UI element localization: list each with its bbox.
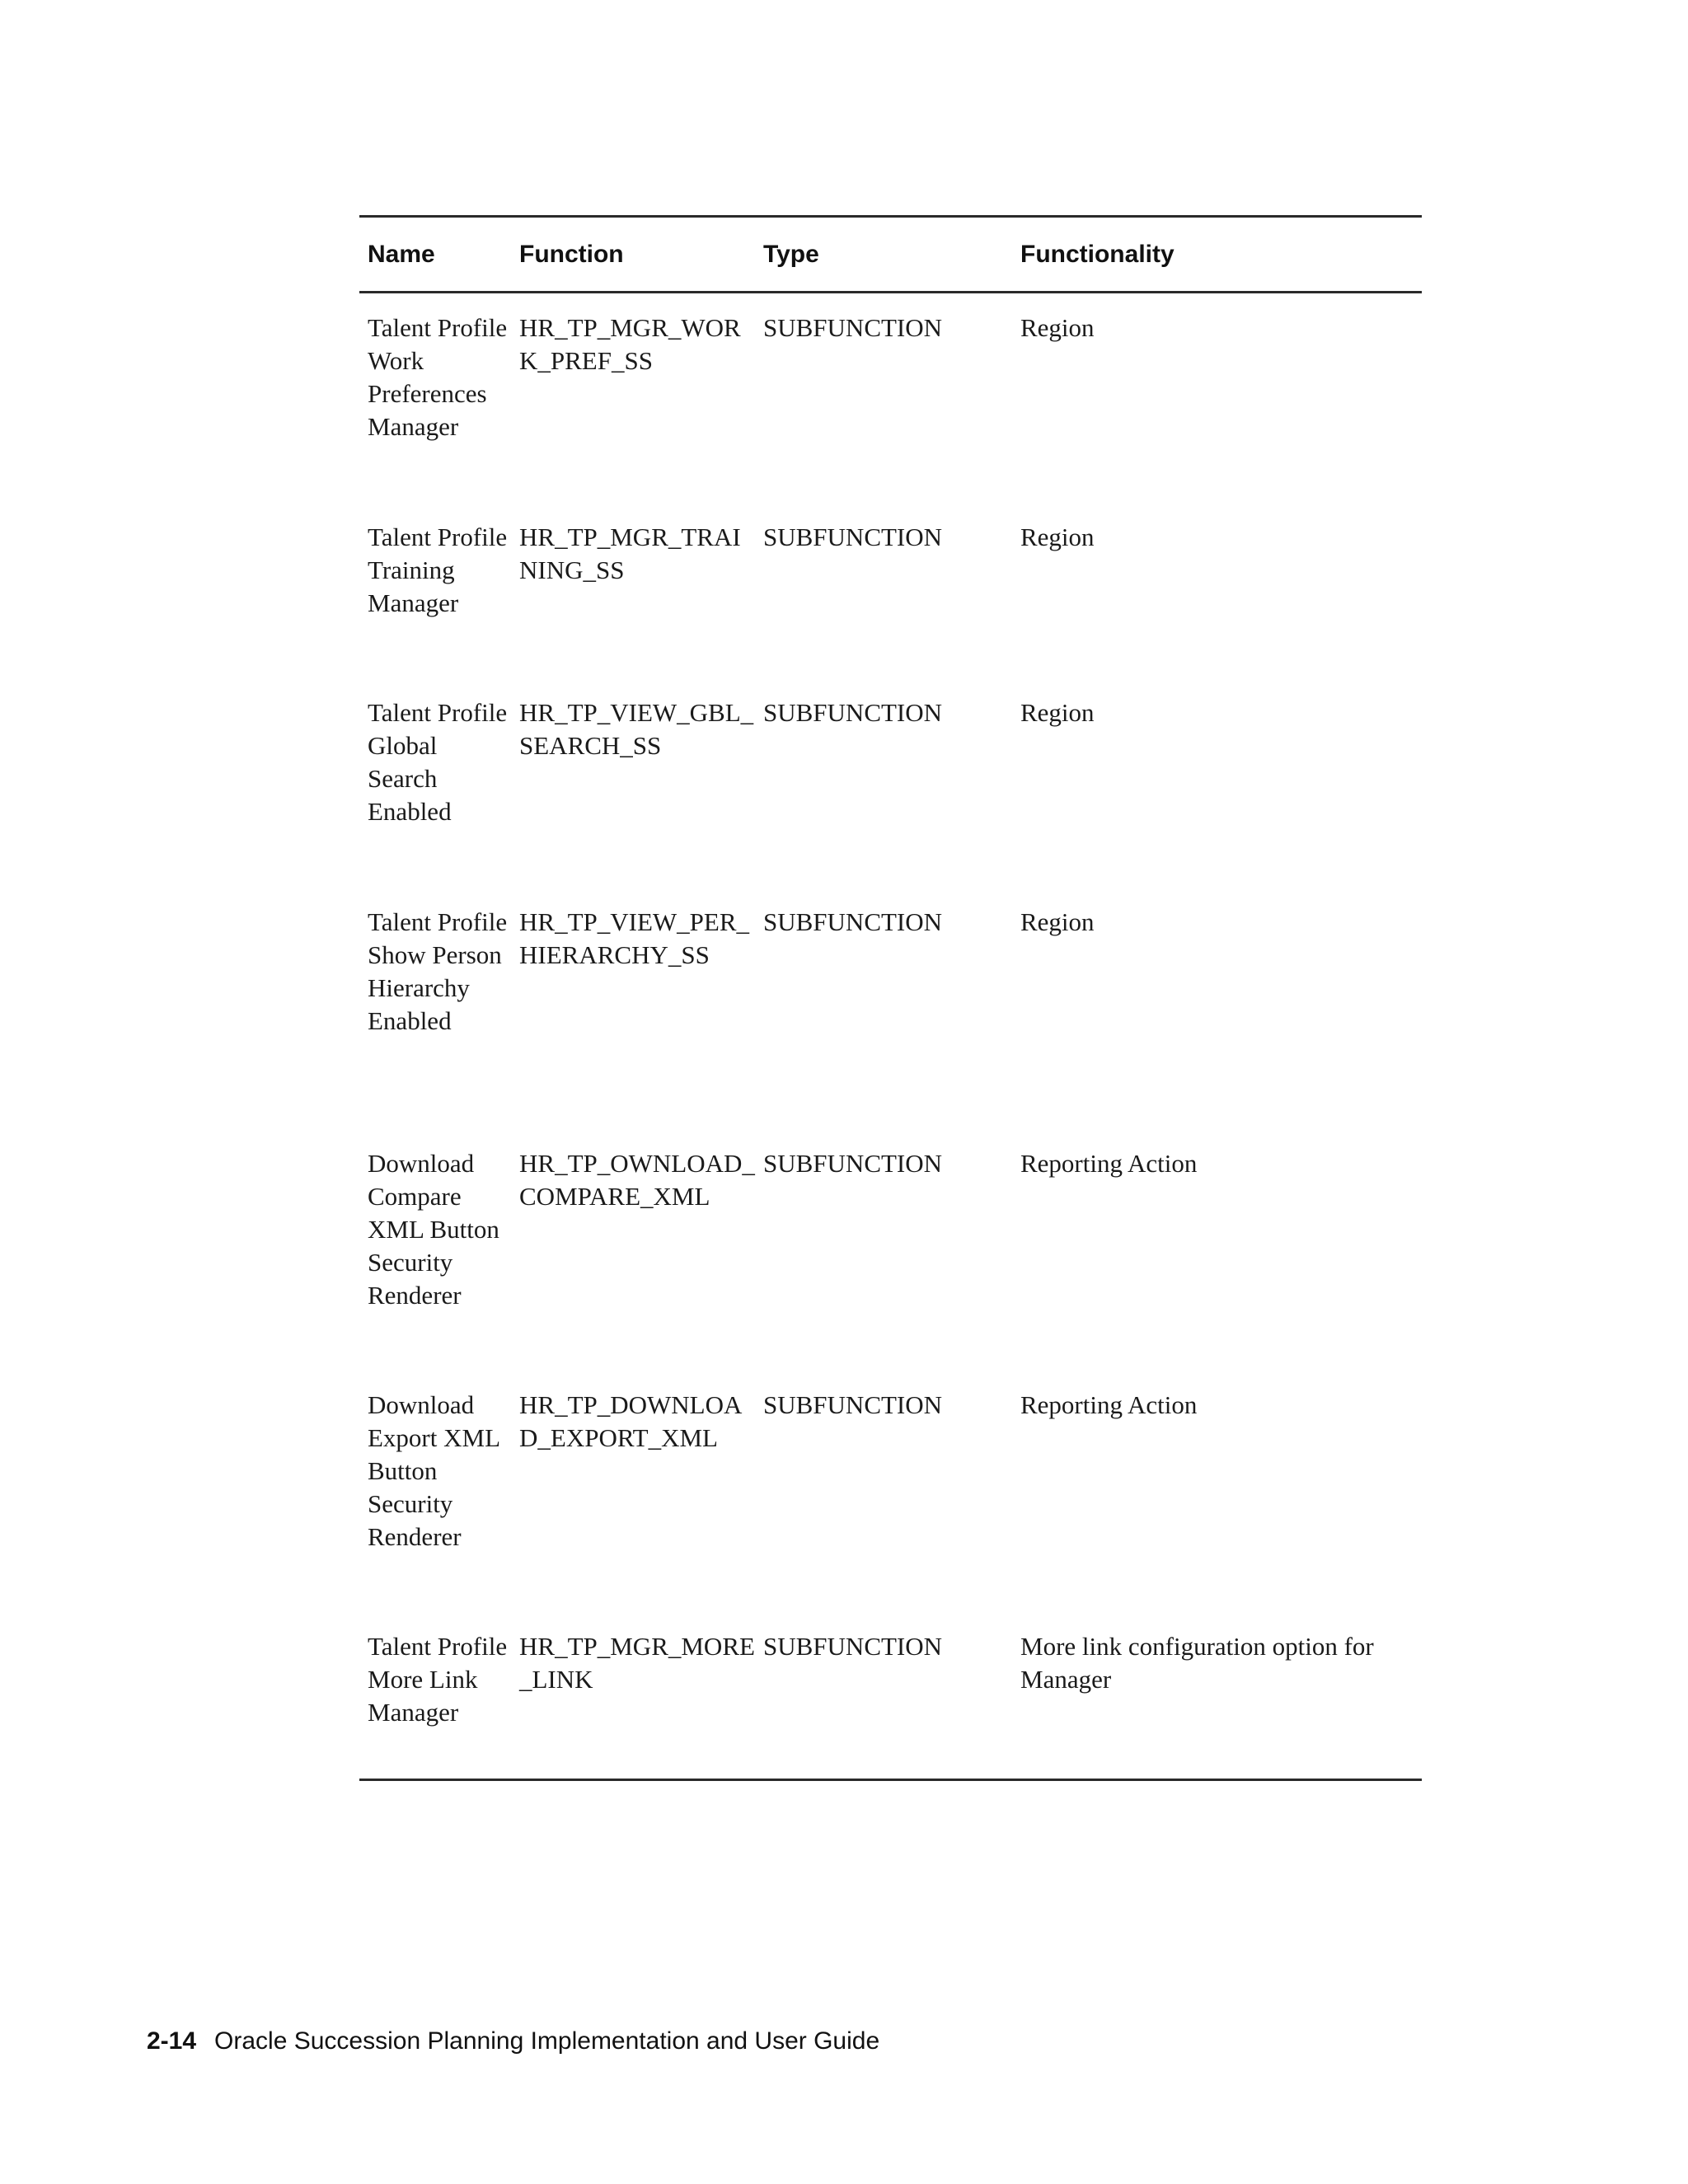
cell-name: Download Compare XML Button Security Renderer: [368, 1149, 499, 1310]
column-header-type: Type: [763, 217, 1020, 293]
cell-name: Talent Profile Training Manager: [368, 523, 508, 617]
cell-function: HR_TP_MGR_TRAINING_SS: [519, 523, 741, 584]
cell-function: HR_TP_MGR_WORK_PREF_SS: [519, 313, 741, 375]
cell-functionality: Reporting Action: [1020, 1390, 1198, 1419]
cell-functionality: Region: [1020, 907, 1095, 936]
cell-type: SUBFUNCTION: [763, 907, 943, 936]
table-row: [359, 503, 1422, 678]
cell-type: SUBFUNCTION: [763, 313, 943, 342]
table-row: [359, 293, 1422, 504]
table-row: [359, 678, 1422, 888]
cell-functionality: Region: [1020, 523, 1095, 551]
cell-function: HR_TP_DOWNLOAD_EXPORT_XML: [519, 1390, 743, 1452]
cell-name: Talent Profile Global Search Enabled: [368, 698, 508, 826]
table-row: [359, 1612, 1422, 1780]
column-header-function: Function: [511, 217, 763, 293]
table-row: [359, 1129, 1422, 1371]
page-footer: [147, 2027, 879, 2055]
cell-functionality: Region: [1020, 313, 1095, 342]
page-number: 2-14: [147, 2027, 197, 2055]
cell-name: Talent Profile Show Person Hierarchy Enabled: [368, 907, 508, 1035]
cell-type: SUBFUNCTION: [763, 523, 943, 551]
table-row: [359, 888, 1422, 1129]
cell-name: Talent Profile Work Preferences Manager: [368, 313, 508, 441]
cell-name: Download Export XML Button Security Renderer: [368, 1390, 499, 1551]
cell-function: HR_TP_MGR_MORE_LINK: [519, 1632, 755, 1694]
cell-type: SUBFUNCTION: [763, 1149, 943, 1178]
cell-type: SUBFUNCTION: [763, 1632, 943, 1661]
functions-table: [359, 215, 1422, 1781]
cell-function: HR_TP_VIEW_GBL_SEARCH_SS: [519, 698, 754, 760]
cell-type: SUBFUNCTION: [763, 1390, 943, 1419]
cell-function: HR_TP_OWNLOAD_COMPARE_XML: [519, 1149, 755, 1211]
cell-functionality: Region: [1020, 698, 1095, 727]
table-header-row: [359, 217, 1422, 293]
cell-type: SUBFUNCTION: [763, 698, 943, 727]
book-title: Oracle Succession Planning Implementation and User Guide: [214, 2027, 880, 2055]
cell-function: HR_TP_VIEW_PER_HIERARCHY_SS: [519, 907, 749, 969]
column-header-name: Name: [359, 217, 511, 293]
column-header-functionality: Functionality: [1020, 217, 1422, 293]
cell-functionality: More link configuration option for Manager: [1020, 1632, 1374, 1694]
cell-functionality: Reporting Action: [1020, 1149, 1198, 1178]
table-row: [359, 1371, 1422, 1612]
cell-name: Talent Profile More Link Manager: [368, 1632, 508, 1727]
